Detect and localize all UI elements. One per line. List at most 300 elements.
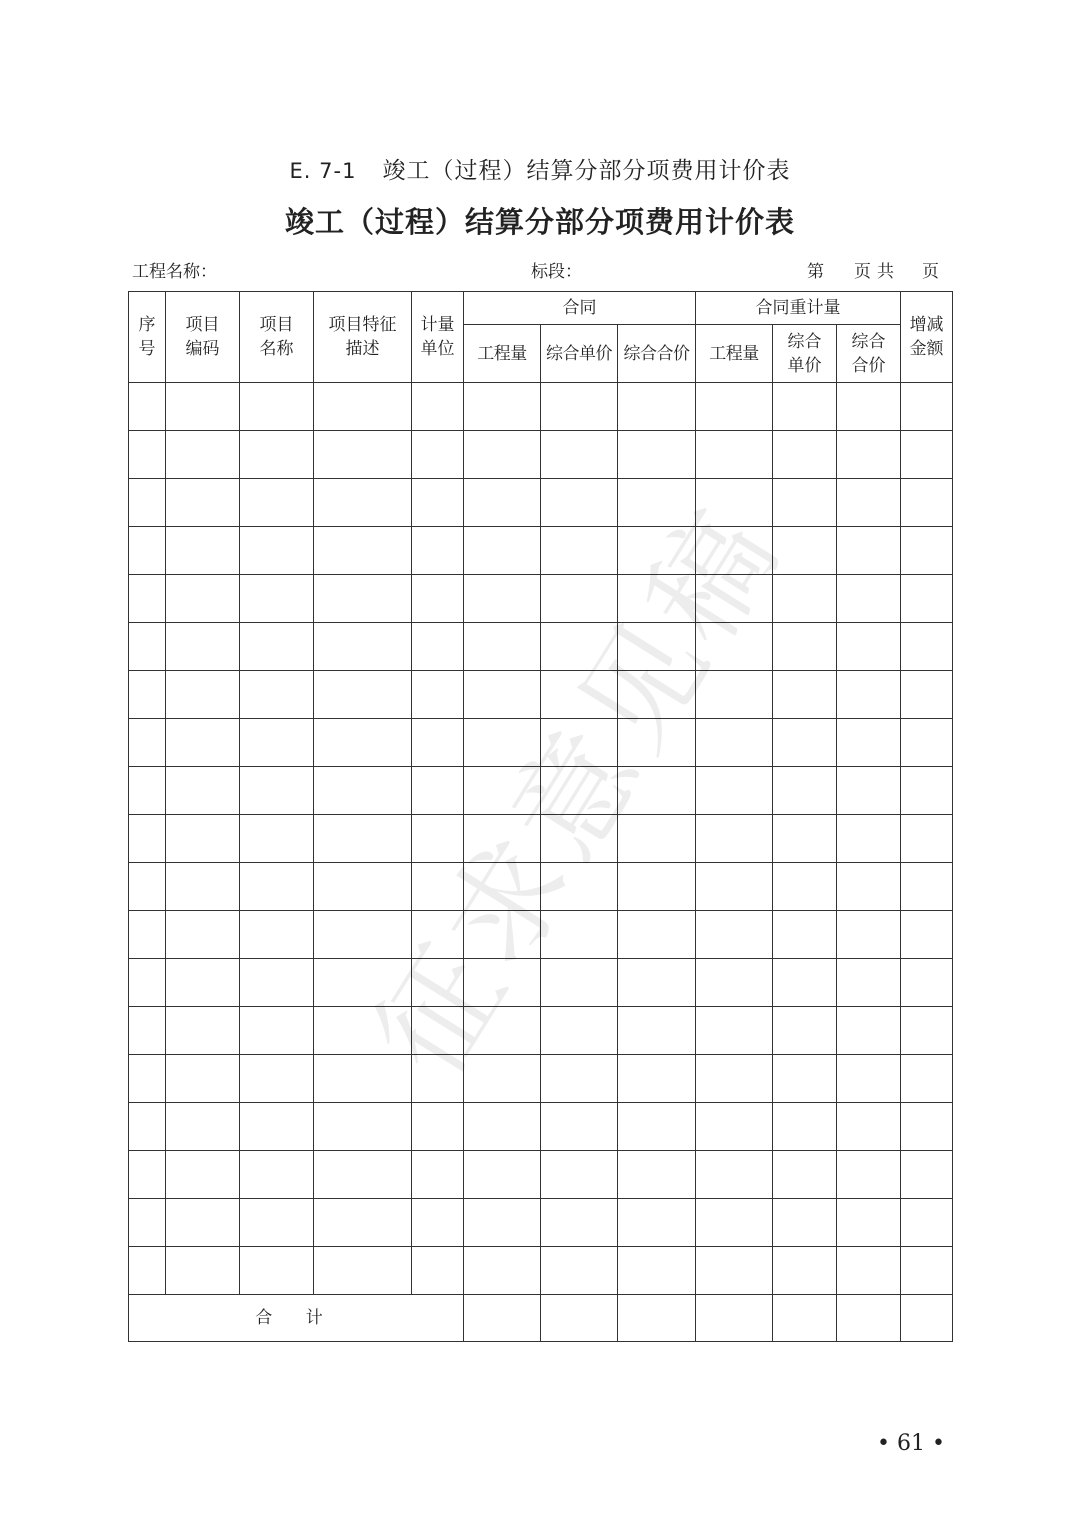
table-cell: [464, 527, 541, 575]
table-cell: [166, 527, 240, 575]
table-cell: [618, 383, 696, 431]
table-cell: [240, 575, 314, 623]
table-cell: [901, 815, 953, 863]
table-cell: [696, 767, 773, 815]
table-row: [129, 959, 953, 1007]
col-unit-header: [412, 292, 464, 383]
table-cell: [773, 1007, 837, 1055]
table-cell: [314, 767, 412, 815]
table-cell: [129, 527, 166, 575]
table-cell: [901, 959, 953, 1007]
table-cell: [314, 575, 412, 623]
table-cell: [166, 959, 240, 1007]
table-cell: [129, 1151, 166, 1199]
table-cell: [837, 575, 901, 623]
table-cell: [541, 431, 618, 479]
table-cell: [412, 1007, 464, 1055]
table-cell: [773, 623, 837, 671]
total-cell: [696, 1295, 773, 1342]
table-cell: [314, 959, 412, 1007]
table-cell: [696, 383, 773, 431]
table-cell: [314, 863, 412, 911]
table-cell: [166, 671, 240, 719]
page-number: • 61 •: [877, 1431, 945, 1456]
table-cell: [240, 863, 314, 911]
table-cell: [696, 959, 773, 1007]
table-row: [129, 1055, 953, 1103]
table-cell: [541, 1151, 618, 1199]
total-cell: [618, 1295, 696, 1342]
table-cell: [618, 767, 696, 815]
col-name-header: [240, 292, 314, 383]
table-cell: [696, 575, 773, 623]
total-cell: [773, 1295, 837, 1342]
col-change-header: [901, 292, 953, 383]
table-row: [129, 719, 953, 767]
table-cell: [696, 527, 773, 575]
table-cell: [166, 1055, 240, 1103]
table-cell: [618, 719, 696, 767]
table-cell: [129, 815, 166, 863]
table-cell: [837, 863, 901, 911]
table-cell: [314, 1055, 412, 1103]
table-row: [129, 815, 953, 863]
section-title: [0, 152, 1080, 185]
table-cell: [129, 1247, 166, 1295]
table-cell: [129, 959, 166, 1007]
table-cell: [618, 479, 696, 527]
table-cell: [240, 959, 314, 1007]
col-code-line2: 编码: [185, 339, 220, 359]
table-cell: [240, 671, 314, 719]
total-cell: [464, 1295, 541, 1342]
table-cell: [464, 431, 541, 479]
page-title: 竣工（过程）结算分部分项费用计价表: [284, 205, 795, 239]
remeasure-total-line1: 综合: [851, 331, 886, 352]
pricing-table: [128, 291, 953, 1342]
table-cell: [618, 1103, 696, 1151]
table-cell: [618, 1247, 696, 1295]
table-cell: [541, 383, 618, 431]
table-cell: [901, 911, 953, 959]
table-cell: [618, 959, 696, 1007]
table-cell: [618, 1055, 696, 1103]
total-row: [129, 1295, 953, 1342]
col-change-line1: 增减: [909, 315, 944, 335]
table-cell: [412, 1055, 464, 1103]
remeasure-unit-price-line2: 单价: [787, 355, 822, 376]
table-cell: [464, 863, 541, 911]
table-cell: [240, 623, 314, 671]
remeasure-qty-header: 工程量: [696, 325, 773, 383]
table-cell: [901, 1199, 953, 1247]
table-cell: [129, 1055, 166, 1103]
page-indicator: [807, 257, 939, 282]
contract-total-header: 综合合价: [618, 325, 696, 383]
table-cell: [773, 1247, 837, 1295]
table-cell: [901, 527, 953, 575]
table-cell: [541, 767, 618, 815]
table-cell: [696, 479, 773, 527]
table-cell: [696, 1151, 773, 1199]
table-row: [129, 767, 953, 815]
table-cell: [314, 815, 412, 863]
total-cell: [541, 1295, 618, 1342]
col-code-line1: 项目: [185, 315, 220, 335]
table-cell: [696, 1103, 773, 1151]
table-cell: [773, 719, 837, 767]
table-cell: [412, 479, 464, 527]
table-cell: [901, 767, 953, 815]
table-cell: [901, 623, 953, 671]
table-cell: [541, 671, 618, 719]
table-cell: [901, 863, 953, 911]
project-name-label: 工程名称：: [132, 262, 217, 282]
table-cell: [314, 383, 412, 431]
table-cell: [464, 1055, 541, 1103]
table-cell: [541, 863, 618, 911]
table-row: [129, 1007, 953, 1055]
table-cell: [240, 1103, 314, 1151]
table-cell: [166, 1007, 240, 1055]
table-cell: [412, 1103, 464, 1151]
table-cell: [166, 383, 240, 431]
contract-unit-price-header: 综合单价: [541, 325, 618, 383]
table-cell: [773, 527, 837, 575]
table-cell: [412, 671, 464, 719]
table-cell: [773, 815, 837, 863]
table-cell: [129, 479, 166, 527]
col-change-line2: 金额: [909, 339, 944, 359]
table-cell: [464, 479, 541, 527]
table-cell: [314, 527, 412, 575]
table-cell: [837, 479, 901, 527]
table-row: [129, 575, 953, 623]
table-cell: [901, 575, 953, 623]
group-remeasure-header: 合同重计量: [696, 292, 901, 325]
table-cell: [901, 479, 953, 527]
table-row: [129, 1199, 953, 1247]
total-cell: [901, 1295, 953, 1342]
page-di: 第: [807, 262, 824, 282]
table-row: [129, 383, 953, 431]
table-cell: [166, 623, 240, 671]
table-cell: [773, 479, 837, 527]
segment-label: 标段：: [531, 262, 582, 282]
table-cell: [773, 1199, 837, 1247]
table-cell: [412, 1247, 464, 1295]
table-cell: [901, 1007, 953, 1055]
table-cell: [240, 479, 314, 527]
section-number: E. 7-1: [289, 159, 357, 183]
table-cell: [696, 815, 773, 863]
table-cell: [696, 719, 773, 767]
table-cell: [240, 527, 314, 575]
table-cell: [541, 575, 618, 623]
table-cell: [166, 1199, 240, 1247]
table-cell: [314, 431, 412, 479]
table-cell: [412, 623, 464, 671]
table-cell: [412, 767, 464, 815]
table-cell: [618, 527, 696, 575]
table-cell: [901, 1247, 953, 1295]
table-cell: [166, 767, 240, 815]
table-cell: [240, 1151, 314, 1199]
col-unit-line2: 单位: [420, 339, 455, 359]
table-cell: [773, 911, 837, 959]
table-cell: [901, 1103, 953, 1151]
table-cell: [696, 1199, 773, 1247]
table-cell: [773, 767, 837, 815]
section-title-text: 竣工（过程）结算分部分项费用计价表: [382, 158, 791, 184]
table-cell: [314, 911, 412, 959]
table-cell: [129, 575, 166, 623]
table-cell: [541, 527, 618, 575]
table-cell: [314, 623, 412, 671]
table-cell: [166, 479, 240, 527]
table-cell: [166, 1247, 240, 1295]
table-cell: [773, 863, 837, 911]
table-cell: [240, 1199, 314, 1247]
table-cell: [541, 911, 618, 959]
remeasure-unit-price-header: [773, 325, 837, 383]
table-cell: [314, 671, 412, 719]
table-cell: [901, 431, 953, 479]
table-cell: [129, 431, 166, 479]
table-cell: [240, 719, 314, 767]
table-cell: [314, 1151, 412, 1199]
table-cell: [166, 911, 240, 959]
table-cell: [541, 479, 618, 527]
header-row-1: [129, 292, 953, 325]
table-cell: [901, 1151, 953, 1199]
table-cell: [240, 1007, 314, 1055]
table-cell: [618, 1151, 696, 1199]
table-cell: [618, 575, 696, 623]
watermark: 征求意见稿: [350, 483, 808, 1100]
table-cell: [837, 1151, 901, 1199]
table-cell: [412, 431, 464, 479]
table-body: [129, 383, 953, 1295]
table-cell: [464, 959, 541, 1007]
table-cell: [837, 383, 901, 431]
table-cell: [901, 1055, 953, 1103]
table-cell: [696, 1055, 773, 1103]
table-cell: [166, 1103, 240, 1151]
table-cell: [412, 719, 464, 767]
table-cell: [837, 623, 901, 671]
page-ye2: 页: [922, 262, 939, 282]
table-cell: [901, 719, 953, 767]
table-cell: [412, 1199, 464, 1247]
table-cell: [773, 671, 837, 719]
table-cell: [464, 1199, 541, 1247]
col-desc-header: [314, 292, 412, 383]
table-cell: [464, 815, 541, 863]
table-cell: [240, 383, 314, 431]
table-cell: [837, 1055, 901, 1103]
table-row: [129, 671, 953, 719]
table-cell: [129, 911, 166, 959]
table-cell: [837, 1199, 901, 1247]
table-cell: [773, 575, 837, 623]
table-cell: [314, 719, 412, 767]
page-gong: 共: [877, 262, 894, 282]
table-row: [129, 527, 953, 575]
table-cell: [773, 1103, 837, 1151]
table-cell: [541, 719, 618, 767]
table-cell: [618, 1007, 696, 1055]
col-code-header: [166, 292, 240, 383]
table-cell: [166, 1151, 240, 1199]
page-ye: 页: [854, 262, 871, 282]
table-cell: [314, 479, 412, 527]
table-cell: [240, 911, 314, 959]
table-cell: [129, 767, 166, 815]
col-desc-line1: 项目特征: [328, 315, 397, 335]
table-cell: [129, 623, 166, 671]
table-row: [129, 623, 953, 671]
col-seq-line1: 序: [138, 315, 156, 335]
table-cell: [129, 383, 166, 431]
table-cell: [412, 959, 464, 1007]
table-cell: [837, 431, 901, 479]
table-cell: [837, 1103, 901, 1151]
remeasure-total-line2: 合价: [851, 355, 886, 376]
table-cell: [696, 863, 773, 911]
table-cell: [464, 719, 541, 767]
table-cell: [773, 1055, 837, 1103]
table-row: [129, 911, 953, 959]
table-cell: [166, 863, 240, 911]
table-cell: [618, 623, 696, 671]
table-cell: [464, 383, 541, 431]
table-cell: [240, 1055, 314, 1103]
table-cell: [412, 527, 464, 575]
table-cell: [240, 815, 314, 863]
table-cell: [166, 431, 240, 479]
table-cell: [464, 671, 541, 719]
table-cell: [837, 1007, 901, 1055]
table-cell: [314, 1199, 412, 1247]
table-row: [129, 863, 953, 911]
table-cell: [773, 1151, 837, 1199]
table-row: [129, 1151, 953, 1199]
table-cell: [837, 911, 901, 959]
table-cell: [129, 1103, 166, 1151]
table-cell: [696, 911, 773, 959]
table-cell: [837, 719, 901, 767]
table-cell: [618, 1199, 696, 1247]
col-seq-header: [129, 292, 166, 383]
table-cell: [412, 911, 464, 959]
table-cell: [541, 815, 618, 863]
table-cell: [541, 1007, 618, 1055]
table-cell: [696, 1247, 773, 1295]
table-cell: [464, 1151, 541, 1199]
table-cell: [314, 1103, 412, 1151]
table-cell: [129, 1007, 166, 1055]
table-cell: [412, 575, 464, 623]
table-cell: [240, 1247, 314, 1295]
table-cell: [618, 431, 696, 479]
table-cell: [166, 719, 240, 767]
table-cell: [464, 1247, 541, 1295]
table-cell: [464, 767, 541, 815]
table-cell: [412, 383, 464, 431]
table-cell: [837, 959, 901, 1007]
table-cell: [837, 1247, 901, 1295]
table-cell: [696, 623, 773, 671]
table-cell: [412, 815, 464, 863]
table-cell: [464, 623, 541, 671]
table-cell: [129, 719, 166, 767]
table-cell: [773, 431, 837, 479]
table-cell: [837, 527, 901, 575]
group-contract-header: 合同: [464, 292, 696, 325]
table-row: [129, 431, 953, 479]
total-label: 合 计: [129, 1295, 464, 1342]
table-cell: [541, 623, 618, 671]
table-cell: [773, 959, 837, 1007]
table-cell: [166, 575, 240, 623]
table-cell: [696, 1007, 773, 1055]
table-cell: [618, 863, 696, 911]
table-row: [129, 1247, 953, 1295]
table-cell: [541, 1055, 618, 1103]
table-cell: [129, 863, 166, 911]
table-cell: [412, 1151, 464, 1199]
col-name-line1: 项目: [259, 315, 294, 335]
total-cell: [837, 1295, 901, 1342]
table-cell: [901, 383, 953, 431]
table-cell: [901, 671, 953, 719]
table-cell: [837, 767, 901, 815]
table-cell: [412, 863, 464, 911]
col-name-line2: 名称: [259, 339, 294, 359]
table-cell: [773, 383, 837, 431]
table-cell: [696, 671, 773, 719]
table-cell: [837, 815, 901, 863]
table-cell: [240, 767, 314, 815]
table-cell: [464, 575, 541, 623]
table-cell: [618, 815, 696, 863]
table-cell: [240, 431, 314, 479]
table-cell: [618, 911, 696, 959]
table-cell: [541, 1103, 618, 1151]
table-cell: [464, 1103, 541, 1151]
table-cell: [166, 815, 240, 863]
table-cell: [541, 1247, 618, 1295]
remeasure-unit-price-line1: 综合: [787, 331, 822, 352]
table-cell: [464, 911, 541, 959]
col-seq-line2: 号: [138, 339, 156, 359]
contract-qty-header: 工程量: [464, 325, 541, 383]
remeasure-total-header: [837, 325, 901, 383]
table-cell: [837, 671, 901, 719]
table-cell: [464, 1007, 541, 1055]
table-cell: [541, 1199, 618, 1247]
col-desc-line2: 描述: [345, 339, 380, 359]
table-cell: [129, 1199, 166, 1247]
table-cell: [314, 1247, 412, 1295]
table-row: [129, 479, 953, 527]
col-unit-line1: 计量: [420, 315, 455, 335]
table-cell: [314, 1007, 412, 1055]
table-cell: [696, 431, 773, 479]
table-cell: [541, 959, 618, 1007]
table-cell: [618, 671, 696, 719]
